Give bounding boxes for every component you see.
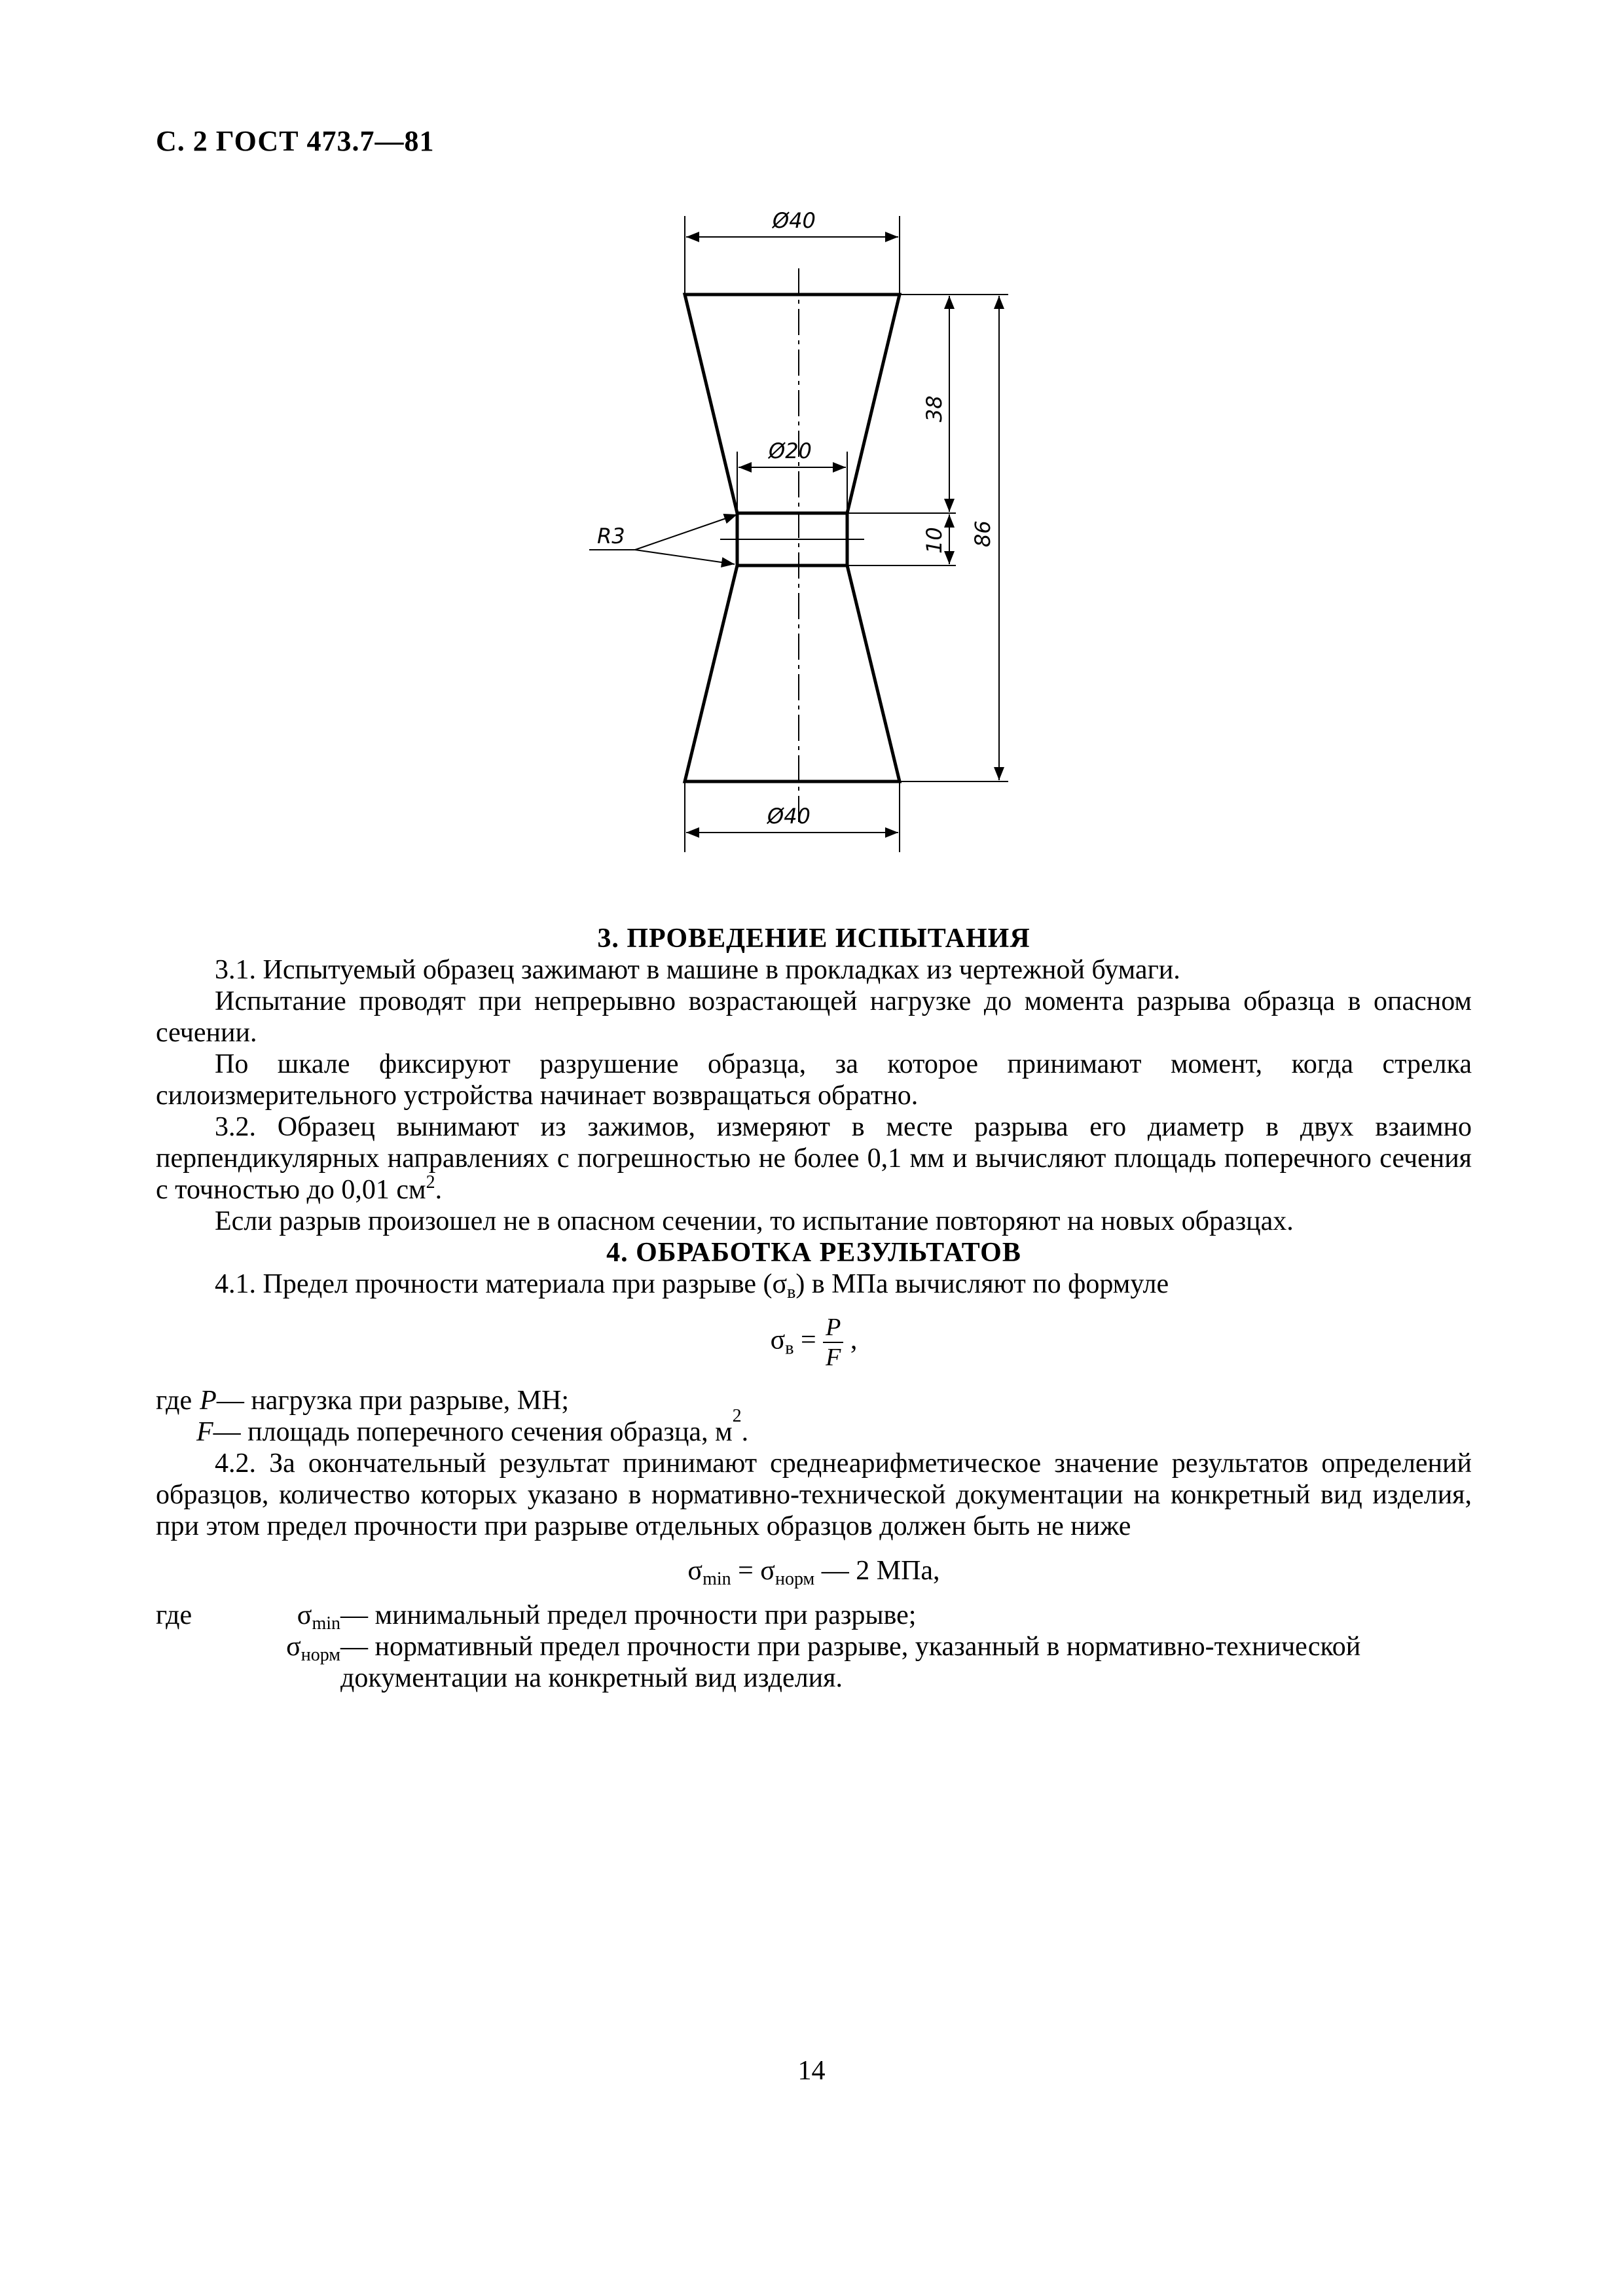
paragraph-4-1	[156, 1268, 1472, 1300]
paragraph-3-1-c: По шкале фиксируют разрушение образца, за которое принимают момент, когда стрелка силоизмерительного устройства начинает возвращаться обратно.	[156, 1049, 1472, 1111]
fraction	[823, 1313, 843, 1372]
document-body	[156, 923, 1472, 1694]
upper-cone	[685, 295, 900, 513]
symbol-cell	[236, 1600, 340, 1634]
definition-row	[156, 1385, 1472, 1416]
subscript: min	[702, 1569, 731, 1589]
formula-tail: — 2 МПа,	[814, 1556, 940, 1586]
section-4-title: 4. ОБРАБОТКА РЕЗУЛЬТАТОВ	[606, 1238, 1021, 1268]
definition-row	[156, 1631, 1472, 1694]
dim-38-label: 38	[922, 395, 947, 422]
dim-mid-label: Ø20	[769, 439, 812, 463]
numerator: P	[823, 1313, 843, 1343]
definitions-1	[156, 1385, 1472, 1448]
paragraph-3-2-b: Если разрыв произошел не в опасном сечении, то испытание повторяют на новых образцах.	[215, 1206, 1294, 1236]
formula-eq: =	[793, 1325, 824, 1355]
subscript: min	[312, 1613, 340, 1634]
radius-label: R3	[597, 524, 625, 548]
where-word: где	[156, 1386, 192, 1416]
formula-eq: = σ	[731, 1556, 775, 1586]
section-3-title: 3. ПРОВЕДЕНИЕ ИСПЫТАНИЯ	[597, 924, 1030, 954]
where-word: где	[156, 1600, 192, 1630]
text-run: 4.1. Предел прочности материала при разрыве (σ	[215, 1269, 788, 1299]
paragraph-3-1: 3.1. Испытуемый образец зажимают в машине в прокладках из чертежной бумаги.	[215, 955, 1180, 985]
symbol: F	[196, 1417, 213, 1447]
subscript: норм	[301, 1645, 340, 1665]
paragraph-3-2	[156, 1111, 1472, 1206]
formula-symbol: σ	[687, 1556, 703, 1586]
definition-row	[156, 1406, 1472, 1448]
formula-min	[156, 1555, 1472, 1587]
superscript: 2	[426, 1172, 435, 1193]
specimen-drawing-svg	[563, 196, 1087, 884]
definitions-2	[156, 1600, 1472, 1694]
subscript: в	[787, 1282, 796, 1302]
radius-leader-1	[635, 514, 737, 550]
page-number: 14	[797, 2056, 826, 2086]
spacer	[156, 1631, 236, 1694]
definition-text: — минимальный предел прочности при разрыве;	[340, 1600, 917, 1630]
symbol-cell	[236, 1631, 340, 1694]
definition-text: .	[741, 1417, 749, 1447]
radius-leader-2	[635, 550, 735, 564]
formula-tail: ,	[843, 1325, 858, 1355]
dim-86-label: 86	[970, 520, 995, 547]
specimen-drawing	[563, 196, 1087, 884]
dim-10-label: 10	[922, 527, 947, 554]
denominator: F	[826, 1344, 841, 1371]
definition-row	[156, 1600, 1472, 1634]
dim-bottom-label: Ø40	[767, 804, 811, 829]
definition-text: — площадь поперечного сечения образца, м	[213, 1417, 733, 1447]
symbol: P	[200, 1386, 217, 1416]
subscript: норм	[775, 1569, 815, 1589]
symbol: σ	[286, 1632, 301, 1662]
definition-text: — нормативный предел прочности при разрыве, указанный в нормативно-технической документации на конкретный вид изделия.	[340, 1632, 1361, 1693]
paragraph-4-2: 4.2. За окончательный результат принимают среднеарифметическое значение результатов определений образцов, количество которых указано в нормативно-технической документации на конкретный вид изделия, при этом предел прочности при разрыве отдельных образцов должен быть не ниже	[156, 1448, 1472, 1541]
dim-top-label: Ø40	[773, 208, 816, 233]
symbol: σ	[297, 1600, 312, 1630]
lower-cone	[685, 565, 900, 781]
text-run: 3.2. Образец вынимают из зажимов, измеряют в месте разрыва его диаметр в двух взаимно перпендикулярных направлениях с погрешностью не более 0,1 мм и вычисляют площадь поперечного сечения с точностью до 0,01 см	[156, 1112, 1472, 1205]
definition-text: — нагрузка при разрыве, МН;	[216, 1386, 570, 1416]
subscript: в	[785, 1338, 794, 1359]
page-header: С. 2 ГОСТ 473.7—81	[156, 125, 435, 157]
formula-symbol: σ	[770, 1325, 786, 1355]
paragraph-3-1-b: Испытание проводят при непрерывно возрастающей нагрузке до момента разрыва образца в опасном сечении.	[156, 986, 1472, 1048]
text-run: .	[435, 1175, 443, 1205]
formula-strength	[156, 1313, 1472, 1372]
superscript: 2	[732, 1406, 742, 1426]
text-run: ) в МПа вычисляют по формуле	[795, 1269, 1169, 1299]
